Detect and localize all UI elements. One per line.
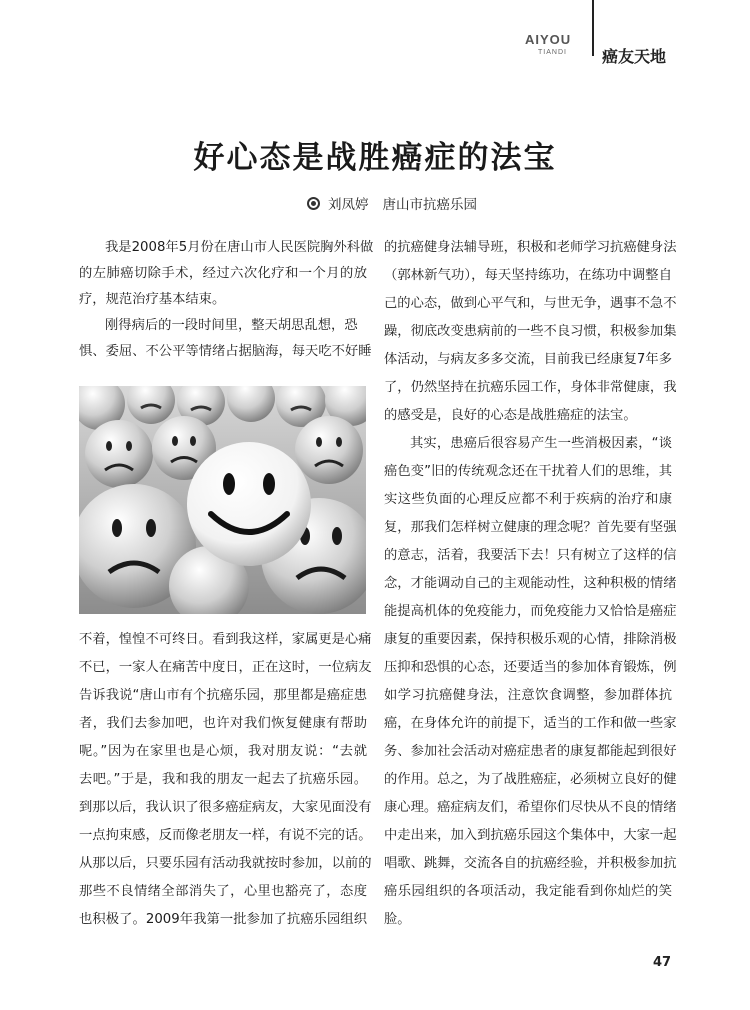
text-line: 告诉我说“唐山市有个抗癌乐园，那里都是癌症患 (79, 688, 367, 703)
author-name: 刘凤婷 (328, 197, 369, 213)
text-line: 复，那我们怎样树立健康的理念呢？首先要有坚强 (384, 520, 677, 535)
text-line: 压抑和恐惧的心态，还要适当的参加体育锻炼，例 (384, 660, 677, 675)
text-line: 惧、委屈、不公平等情绪占据脑海，每天吃不好睡 (79, 344, 372, 359)
text-line: （郭林新气功），每天坚持练功，在练功中调整自 (384, 268, 672, 283)
text-line: 疗，规范治疗基本结束。 (79, 292, 226, 307)
text-line: 了，仍然坚持在抗癌乐园工作，身体非常健康，我 (384, 380, 677, 395)
text-line: 不着，惶惶不可终日。看到我这样，家属更是心痛 (79, 632, 372, 647)
text-line: 也积极了。2009年我第一批参加了抗癌乐园组织 (79, 912, 367, 927)
text-line: 从那以后，只要乐园有活动我就按时参加，以前的 (79, 856, 372, 871)
text-line: 的意志，活着，我要活下去！只有树立了这样的信 (384, 548, 677, 563)
text-line: 呢。”因为在家里也是心烦，我对朋友说：“去就 (79, 744, 367, 759)
text-line: 者，我们去参加吧，也许对我们恢复健康有帮助 (79, 716, 367, 731)
text-line: 那些不良情绪全部消失了，心里也豁亮了，态度 (79, 884, 367, 899)
text-line: 去吧。”于是，我和我的朋友一起去了抗癌乐园。 (79, 772, 367, 787)
text-line: 务、参加社会活动对癌症患者的康复都能起到很好 (384, 744, 677, 759)
author-organization: 唐山市抗癌乐园 (382, 197, 477, 213)
smiley-faces-image (79, 386, 366, 614)
text-line: 到那以后，我认识了很多癌症病友，大家见面没有 (79, 800, 372, 815)
text-line: 如学习抗癌健身法，注意饮食调整，参加群体抗 (384, 688, 672, 703)
text-line: 癌，在身体允许的前提下，适当的工作和做一些家 (384, 716, 677, 731)
text-line: 中走出来，加入到抗癌乐园这个集体中，大家一起 (384, 828, 677, 843)
text-line: 康心理。癌症病友们，希望你们尽快从不良的情绪 (384, 800, 677, 815)
article-title: 好心态是战胜癌症的法宝 (193, 140, 557, 176)
text-line: 躁，彻底改变患病前的一些不良习惯，积极参加集 (384, 324, 677, 339)
text-line: 其实，患癌后很容易产生一些消极因素，“谈 (410, 436, 672, 451)
text-line: 的抗癌健身法辅导班，积极和老师学习抗癌健身法 (384, 240, 677, 255)
text-line: 康复的重要因素，保持积极乐观的心情，排除消极 (384, 632, 677, 647)
page-number: 47 (653, 955, 672, 970)
header-divider (592, 0, 594, 56)
byline (307, 193, 477, 213)
text-line: 癌乐园组织的各项活动，我定能看到你灿烂的笑 (384, 884, 672, 899)
bullet-circle-icon (307, 197, 320, 210)
header-logo-top: AIYOU (525, 32, 572, 47)
text-line: 一点拘束感，反而像老朋友一样，有说不完的话。 (79, 828, 372, 843)
text-line: 我是2008年5月份在唐山市人民医院胸外科做 (105, 240, 374, 255)
text-line: 的感受是，良好的心态是战胜癌症的法宝。 (384, 408, 637, 423)
text-line: 实这些负面的心理反应都不利于疾病的治疗和康 (384, 492, 672, 507)
text-line: 癌色变”旧的传统观念还在干扰着人们的思维，其 (384, 464, 672, 479)
text-line: 脸。 (384, 912, 411, 927)
header-logo-bottom: TIANDI (538, 49, 567, 56)
text-line: 的作用。总之，为了战胜癌症，必须树立良好的健 (384, 772, 677, 787)
text-line: 不已，一家人在痛苦中度日，正在这时，一位病友 (79, 660, 372, 675)
section-title: 癌友天地 (602, 47, 667, 66)
text-line: 念，才能调动自己的主观能动性，这种积极的情绪 (384, 576, 677, 591)
text-line: 刚得病后的一段时间里，整天胡思乱想，恐 (105, 318, 358, 333)
text-line: 的左肺癌切除手术，经过六次化疗和一个月的放 (79, 266, 367, 281)
text-line: 体活动，与病友多多交流，目前我已经康复7年多 (384, 352, 672, 367)
text-line: 己的心态，做到心平气和，与世无争，遇事不急不 (384, 296, 677, 311)
text-line: 唱歌、跳舞，交流各自的抗癌经验，并积极参加抗 (384, 856, 677, 871)
text-line: 能提高机体的免疫能力，而免疫能力又恰恰是癌症 (384, 604, 677, 619)
